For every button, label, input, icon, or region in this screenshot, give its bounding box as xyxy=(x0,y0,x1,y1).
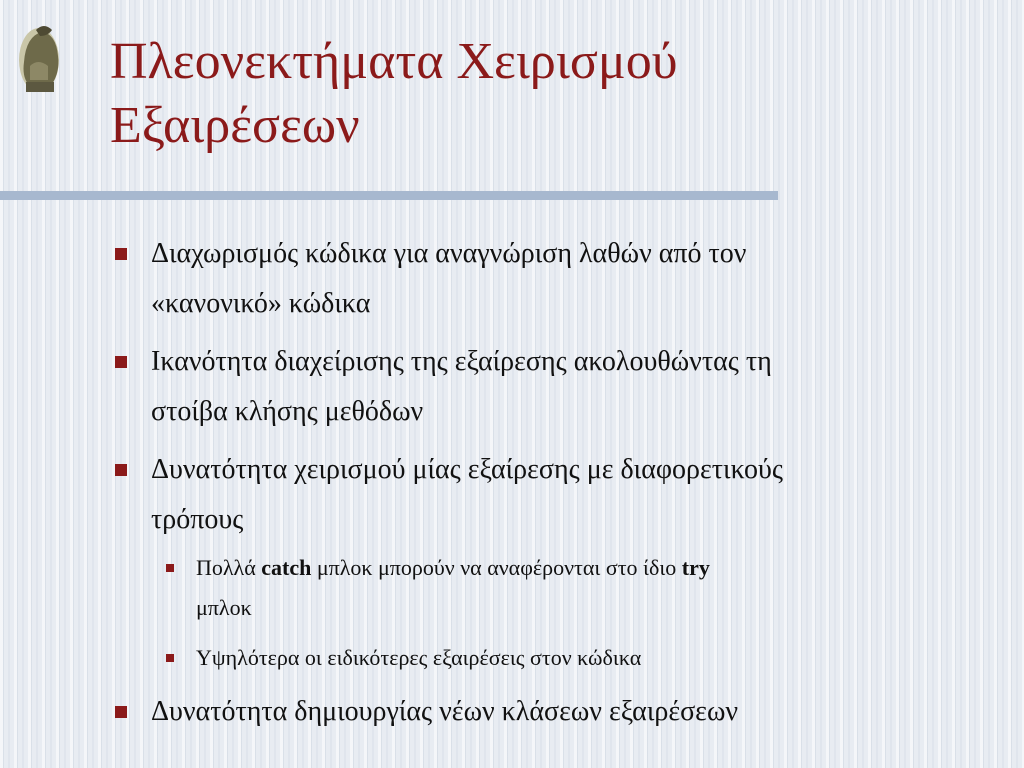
sub-bullet-text-line-2: μπλοκ xyxy=(196,595,252,620)
keyword-catch: catch xyxy=(261,555,312,580)
bullet-text-line-1: Ικανότητα διαχείρισης της εξαίρεσης ακολουθώντας τη xyxy=(151,346,772,377)
sub-bullet-marker xyxy=(166,654,174,662)
slide-title xyxy=(110,30,990,158)
bullet-text-line-2: «κανονικό» κώδικα xyxy=(151,288,371,319)
bullet-text-line-1: Δυνατότητα χειρισμού μίας εξαίρεσης με διαφορετικούς xyxy=(151,454,784,485)
title-line-1: Πλεονεκτήματα Χειρισμού xyxy=(110,33,678,90)
sub-bullet-prefix: Πολλά xyxy=(196,555,262,580)
sub-bullet-text-line-1 xyxy=(196,548,710,588)
bullet-marker xyxy=(115,706,127,718)
keyword-try: try xyxy=(681,555,710,580)
bullet-text: Δυνατότητα δημιουργίας νέων κλάσεων εξαιρέσεων xyxy=(151,696,739,727)
athena-helmet-icon xyxy=(14,22,64,96)
sub-bullet-middle: μπλοκ μπορούν να αναφέρονται στο ίδιο xyxy=(311,555,682,580)
bullet-text-line-2: στοίβα κλήσης μεθόδων xyxy=(151,396,424,427)
sub-bullet-marker xyxy=(166,564,174,572)
bullet-text-line-2: τρόπους xyxy=(151,504,244,535)
title-divider xyxy=(0,191,778,200)
bullet-marker xyxy=(115,248,127,260)
sub-bullet-text: Υψηλότερα οι ειδικότερες εξαιρέσεις στον κώδικα xyxy=(196,645,642,670)
bullet-marker xyxy=(115,356,127,368)
bullet-text-line-1: Διαχωρισμός κώδικα για αναγνώριση λαθών από τον xyxy=(151,238,747,269)
bullet-marker xyxy=(115,464,127,476)
title-line-2: Εξαιρέσεων xyxy=(110,97,360,154)
